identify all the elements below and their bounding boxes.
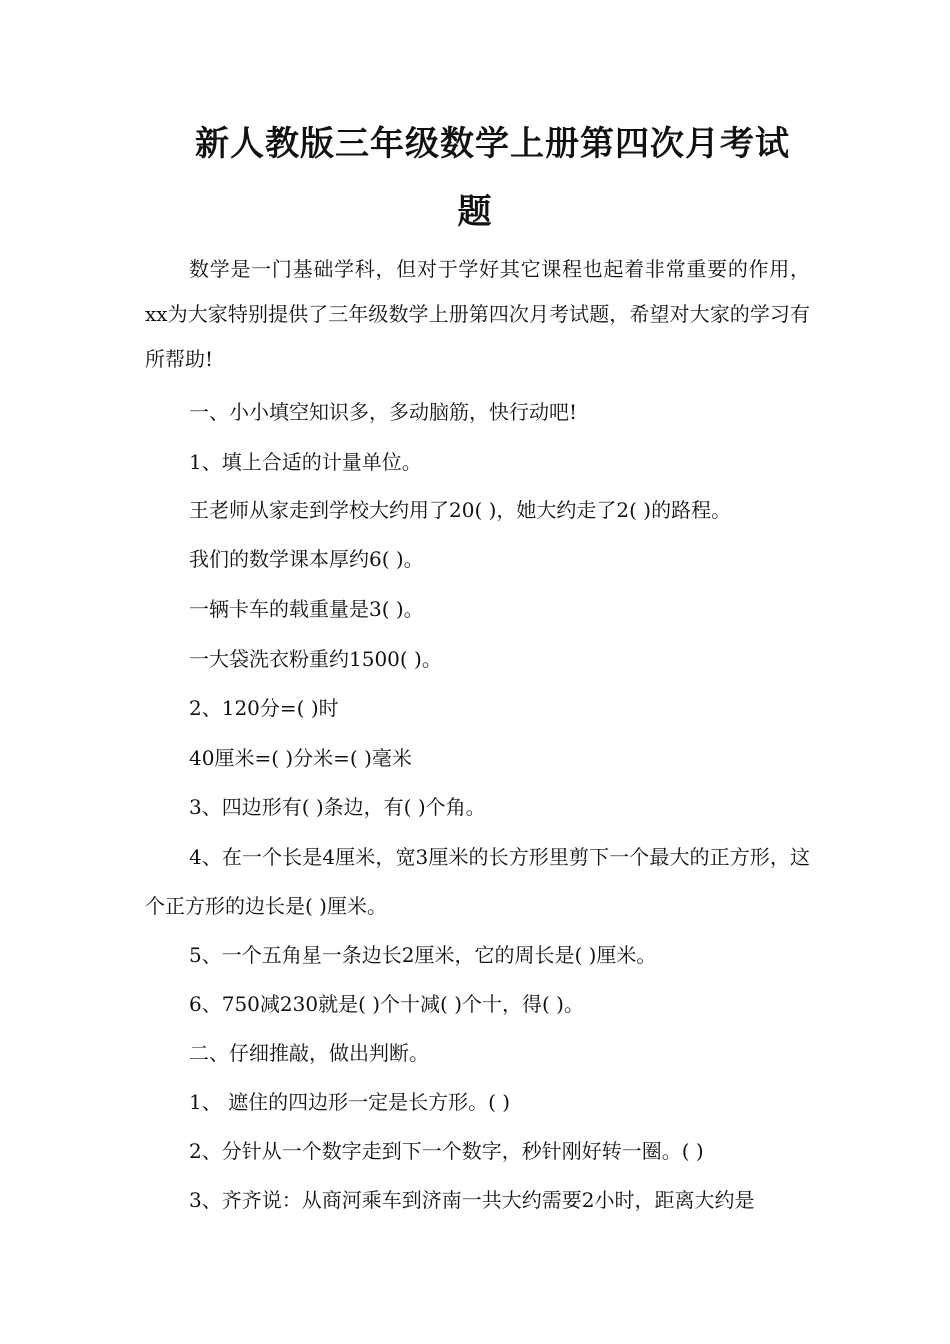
intro-paragraph: 数学是一门基础学科，但对于学好其它课程也起着非常重要的作用，xx为大家特别提供了三年级数学上册第四次月考试题，希望对大家的学习有所帮助!	[145, 257, 810, 371]
document-title-line2: 题	[457, 192, 493, 232]
question-1-item-3: 一辆卡车的载重量是3( )。	[189, 597, 424, 621]
question-5: 5、一个五角星一条边长2厘米，它的周长是( )厘米。	[189, 943, 657, 967]
judgement-item-3: 3、齐齐说：从商河乘车到济南一共大约需要2小时，距离大约是	[189, 1188, 755, 1212]
question-1-item-1: 王老师从家走到学校大约用了20( )，她大约走了2( )的路程。	[189, 498, 732, 522]
section-heading-judgement: 二、仔细推敲，做出判断。	[189, 1041, 429, 1065]
judgement-item-2: 2、分针从一个数字走到下一个数字，秒针刚好转一圈。( )	[189, 1139, 704, 1163]
question-3: 3、四边形有( )条边，有( )个角。	[189, 795, 486, 819]
question-2-line-1: 2、120分=( )时	[189, 696, 339, 720]
section-heading-fill-in: 一、小小填空知识多，多动脑筋，快行动吧!	[189, 400, 578, 424]
question-1-item-2: 我们的数学课本厚约6( )。	[189, 547, 424, 571]
judgement-item-1: 1、 遮住的四边形一定是长方形。( )	[189, 1090, 511, 1114]
document-title-line1: 新人教版三年级数学上册第四次月考试	[195, 124, 790, 164]
question-6: 6、750减230就是( )个十减( )个十，得( )。	[189, 992, 584, 1016]
question-2-line-2: 40厘米=( )分米=( )毫米	[189, 746, 412, 770]
question-4: 4、在一个长是4厘米，宽3厘米的长方形里剪下一个最大的正方形，这个正方形的边长是( )厘米。	[145, 845, 810, 918]
question-1-heading: 1、填上合适的计量单位。	[189, 450, 422, 474]
question-1-item-4: 一大袋洗衣粉重约1500( )。	[189, 647, 442, 671]
